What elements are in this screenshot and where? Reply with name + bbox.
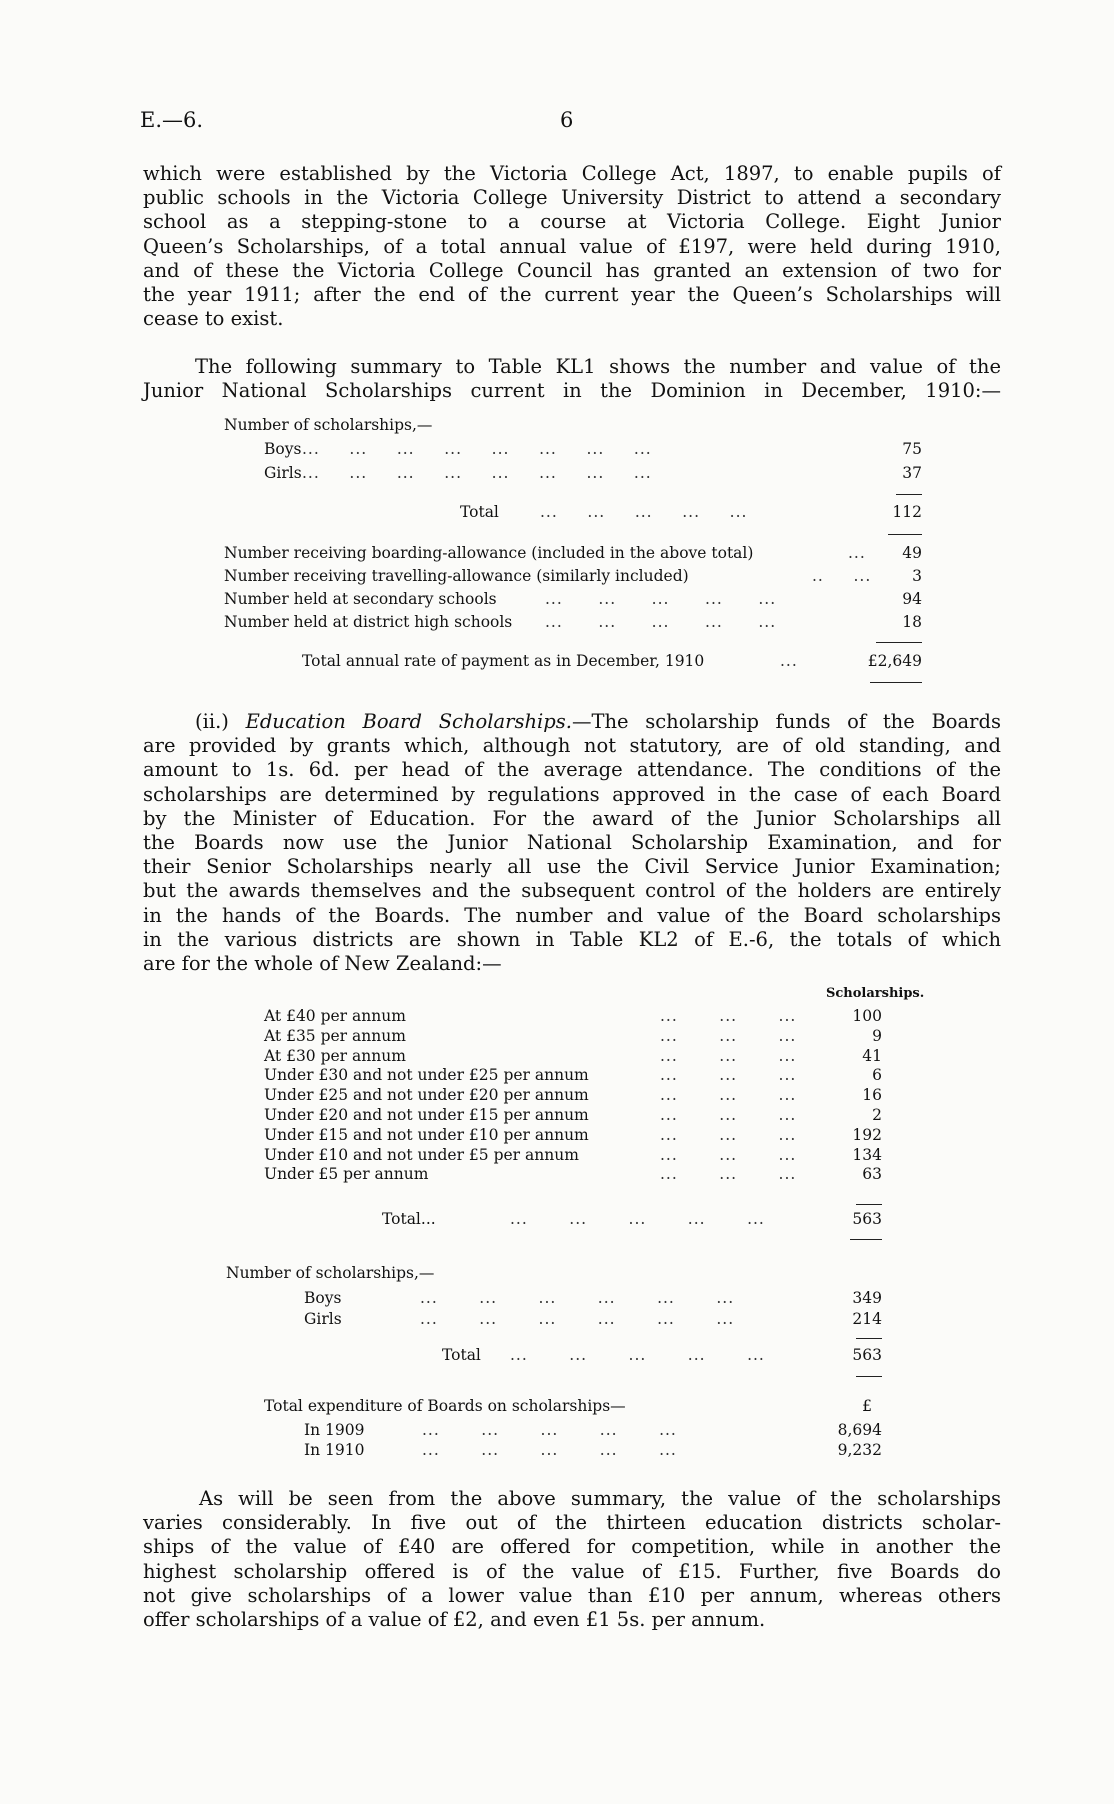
leader-dots: ... ... ... — [660, 1047, 797, 1065]
table-row-label: Under £10 and not under £5 per annum — [264, 1146, 579, 1164]
text-line: scholarships are determined by regulations approved in the case of each Board — [143, 782, 1001, 806]
row-label: Boys — [304, 1289, 342, 1307]
row-label: Total... — [382, 1210, 436, 1228]
rule — [850, 1239, 882, 1240]
text-line: are provided by grants which, although not statutory, are of old standing, and — [143, 734, 1001, 758]
rule — [888, 534, 922, 535]
text-line: and of these the Victoria College Council has granted an extension of two for — [143, 258, 1001, 282]
leader-dots: ... ... ... — [660, 1086, 797, 1104]
column-header: Scholarships. — [826, 986, 925, 1001]
row-label: Number held at district high schools — [224, 613, 513, 631]
row-value: 214 — [852, 1310, 882, 1328]
paragraph-education-board — [143, 710, 1001, 976]
text-line: which were established by the Victoria College Act, 1897, to enable pupils of — [143, 162, 1001, 185]
text-line: in the various districts are shown in Table KL2 of E.-6, the totals of which — [143, 927, 1001, 951]
rule — [870, 682, 922, 683]
row-label: In 1909 — [304, 1421, 365, 1439]
leader-dots: ... ... ... — [660, 1007, 797, 1025]
text-line: public schools in the Victoria College University District to attend a secondary — [143, 186, 1001, 210]
row-value: 3 — [912, 567, 922, 585]
table-row-value: 9 — [872, 1027, 882, 1045]
table-row-label: Under £20 and not under £15 per annum — [264, 1106, 589, 1124]
table-heading: Number of scholarships,— — [224, 416, 433, 434]
row-label: Number receiving boarding-allowance (included in the above total) — [224, 544, 754, 562]
table-row-label: Under £15 and not under £10 per annum — [264, 1126, 589, 1144]
row-value: 37 — [902, 464, 922, 482]
paragraph-victoria-college — [143, 162, 1001, 331]
table-heading: Total expenditure of Boards on scholarships— — [264, 1397, 626, 1415]
row-label: Total annual rate of payment as in December, 1910 — [302, 652, 705, 670]
paragraph-summary-kl1 — [143, 355, 1001, 403]
leader-dots: ... ... ... — [660, 1027, 797, 1045]
table-row-value: 134 — [852, 1146, 882, 1164]
paragraph-conclusion — [143, 1487, 1001, 1632]
table-heading: Number of scholarships,— — [226, 1264, 435, 1282]
row-value: 563 — [852, 1346, 882, 1364]
table-row-label: At £40 per annum — [264, 1007, 406, 1025]
table-row-value: 63 — [862, 1165, 882, 1183]
row-label: In 1910 — [304, 1441, 365, 1459]
text-line: Junior National Scholarships current in the Dominion in December, 1910:— — [143, 379, 1001, 403]
currency-unit: £ — [862, 1397, 872, 1415]
text-line: the Boards now use the Junior National Scholarship Examination, and for — [143, 830, 1001, 854]
text-line: cease to exist. — [143, 307, 284, 331]
row-value: 8,694 — [837, 1421, 882, 1439]
leader-dots: ... ... ... — [660, 1066, 797, 1084]
row-label: Total — [460, 503, 499, 521]
text-line: varies considerably. In five out of the thirteen education districts scholar- — [143, 1511, 1001, 1535]
table-row-value: 100 — [852, 1007, 882, 1025]
text-line: by the Minister of Education. For the award of the Junior Scholarships all — [143, 806, 1001, 830]
row-value: 75 — [902, 440, 922, 458]
text-line: their Senior Scholarships nearly all use the Civil Service Junior Examination; — [143, 855, 1001, 879]
table-row-value: 41 — [862, 1047, 882, 1065]
page-number: 6 — [560, 108, 574, 132]
text-line: in the hands of the Boards. The number and value of the Board scholarships — [143, 903, 1001, 927]
text-line: As will be seen from the above summary, the value of the scholarships — [199, 1487, 1001, 1510]
text-line: amount to 1s. 6d. per head of the average attendance. The conditions of the — [143, 758, 1001, 782]
row-value: 18 — [902, 613, 922, 631]
row-value: £2,649 — [867, 652, 922, 670]
rule — [856, 1338, 882, 1339]
table-row-label: At £30 per annum — [264, 1047, 406, 1065]
rule — [856, 1204, 882, 1205]
table-row-label: Under £25 and not under £20 per annum — [264, 1086, 589, 1104]
text-line: Queen’s Scholarships, of a total annual value of £197, were held during 1910, — [143, 234, 1001, 258]
table-row-value: 2 — [872, 1106, 882, 1124]
row-label: Girls — [304, 1310, 342, 1328]
table-row-value: 16 — [862, 1086, 882, 1104]
row-value: 49 — [902, 544, 922, 562]
text-line: The following summary to Table KL1 shows the number and value of the — [195, 355, 1001, 378]
table-row-value: 6 — [872, 1066, 882, 1084]
leader-dots: ... ... ... — [660, 1106, 797, 1124]
row-value: 9,232 — [837, 1441, 882, 1459]
table-row-value: 192 — [852, 1126, 882, 1144]
leader-dots: ... ... ... — [660, 1146, 797, 1164]
row-label: Girls — [264, 464, 302, 482]
text-line: ships of the value of £40 are offered for competition, while in another the — [143, 1535, 1001, 1559]
rule — [876, 642, 922, 643]
rule — [856, 1376, 882, 1377]
text-line: offer scholarships of a value of £2, and even £1 5s. per annum. — [143, 1607, 766, 1631]
row-label: Number held at secondary schools — [224, 590, 497, 608]
rule — [896, 494, 922, 495]
row-label: Boys — [264, 440, 302, 458]
table-row-label: Under £5 per annum — [264, 1165, 429, 1183]
section-title: Education Board Scholarships. — [245, 710, 572, 733]
table-row-label: At £35 per annum — [264, 1027, 406, 1045]
row-label: Number receiving travelling-allowance (similarly included) — [224, 567, 689, 585]
leader-dots: ... ... ... — [660, 1165, 797, 1183]
text-line: the year 1911; after the end of the current year the Queen’s Scholarships will — [143, 282, 1001, 306]
text-line: (ii.) Education Board Scholarships.—The scholarship funds of the Boards — [195, 710, 1001, 733]
leader-dots: ... ... ... — [660, 1126, 797, 1144]
row-value: 563 — [852, 1210, 882, 1228]
row-value: 112 — [892, 503, 922, 521]
text-line: are for the whole of New Zealand:— — [143, 951, 502, 975]
row-value: 94 — [902, 590, 922, 608]
text-line: but the awards themselves and the subsequent control of the holders are entirely — [143, 879, 1001, 903]
text-line: school as a stepping-stone to a course at Victoria College. Eight Junior — [143, 210, 1001, 234]
table-row-label: Under £30 and not under £25 per annum — [264, 1066, 589, 1084]
row-label: Total — [442, 1346, 481, 1364]
text-line: not give scholarships of a lower value than £10 per annum, whereas others — [143, 1583, 1001, 1607]
row-value: 349 — [852, 1289, 882, 1307]
document-code: E.—6. — [140, 108, 204, 132]
text-line: highest scholarship offered is of the value of £15. Further, five Boards do — [143, 1559, 1001, 1583]
